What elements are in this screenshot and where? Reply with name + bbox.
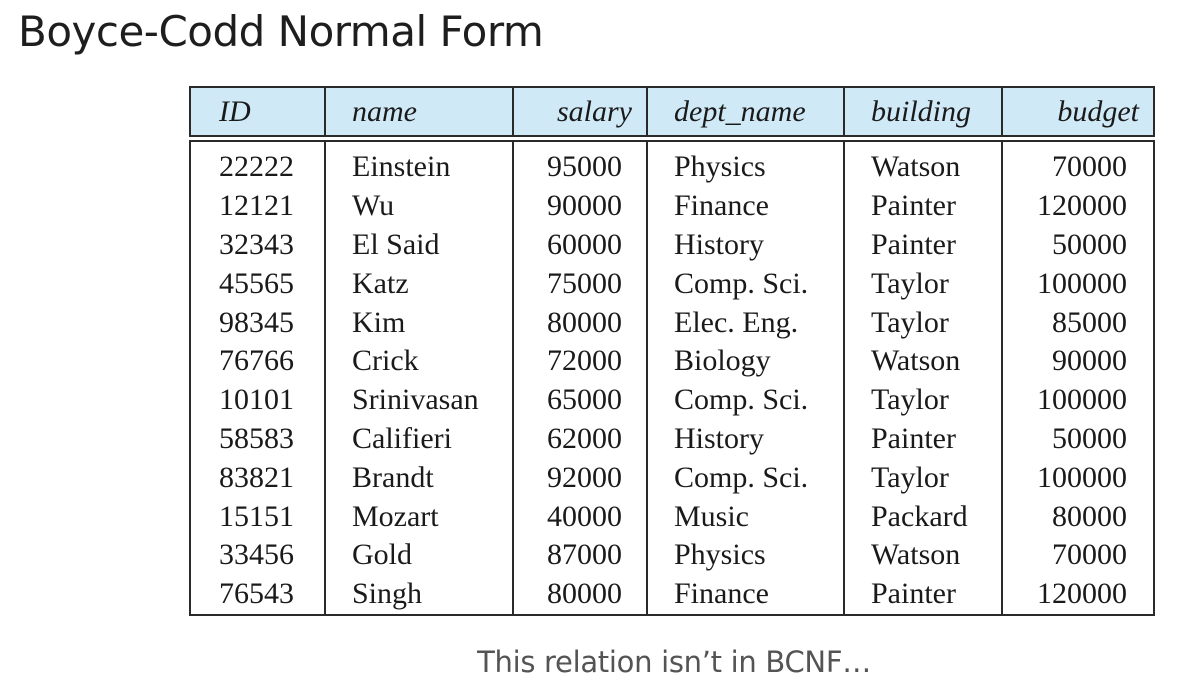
cell-budget: 100000 xyxy=(1002,381,1154,420)
cell-budget: 120000 xyxy=(1002,187,1154,226)
table-row xyxy=(190,264,1154,303)
cell-name: El Said xyxy=(325,226,513,265)
relation-table xyxy=(189,86,1155,616)
table-row xyxy=(190,420,1154,459)
table-row xyxy=(190,187,1154,226)
cell-dept-name: Comp. Sci. xyxy=(647,264,844,303)
cell-salary: 92000 xyxy=(513,458,647,497)
cell-salary: 87000 xyxy=(513,536,647,575)
table-header-row xyxy=(190,87,1154,136)
column-header-salary: salary xyxy=(513,87,647,136)
page-title: Boyce-Codd Normal Form xyxy=(18,7,544,56)
cell-building: Watson xyxy=(844,536,1002,575)
cell-name: Einstein xyxy=(325,141,513,187)
cell-id: 76766 xyxy=(190,342,325,381)
cell-dept-name: Biology xyxy=(647,342,844,381)
cell-salary: 60000 xyxy=(513,226,647,265)
cell-id: 83821 xyxy=(190,458,325,497)
cell-building: Painter xyxy=(844,226,1002,265)
cell-budget: 80000 xyxy=(1002,497,1154,536)
slide-caption: This relation isn’t in BCNF… xyxy=(477,645,871,679)
cell-name: Srinivasan xyxy=(325,381,513,420)
cell-id: 22222 xyxy=(190,141,325,187)
cell-id: 76543 xyxy=(190,575,325,615)
cell-id: 15151 xyxy=(190,497,325,536)
cell-budget: 100000 xyxy=(1002,264,1154,303)
cell-id: 10101 xyxy=(190,381,325,420)
cell-id: 33456 xyxy=(190,536,325,575)
cell-budget: 50000 xyxy=(1002,226,1154,265)
cell-dept-name: History xyxy=(647,420,844,459)
table-row xyxy=(190,575,1154,615)
cell-building: Watson xyxy=(844,141,1002,187)
cell-id: 98345 xyxy=(190,303,325,342)
cell-id: 32343 xyxy=(190,226,325,265)
cell-dept-name: Elec. Eng. xyxy=(647,303,844,342)
cell-name: Wu xyxy=(325,187,513,226)
cell-salary: 80000 xyxy=(513,303,647,342)
table-row xyxy=(190,381,1154,420)
cell-building: Taylor xyxy=(844,381,1002,420)
cell-salary: 75000 xyxy=(513,264,647,303)
cell-name: Crick xyxy=(325,342,513,381)
cell-salary: 40000 xyxy=(513,497,647,536)
cell-id: 58583 xyxy=(190,420,325,459)
table-row xyxy=(190,226,1154,265)
cell-name: Califieri xyxy=(325,420,513,459)
cell-building: Painter xyxy=(844,575,1002,615)
cell-budget: 100000 xyxy=(1002,458,1154,497)
table-row xyxy=(190,497,1154,536)
cell-name: Gold xyxy=(325,536,513,575)
cell-building: Packard xyxy=(844,497,1002,536)
column-header-building: building xyxy=(844,87,1002,136)
cell-building: Taylor xyxy=(844,458,1002,497)
cell-dept-name: Comp. Sci. xyxy=(647,381,844,420)
cell-dept-name: Finance xyxy=(647,575,844,615)
column-header-dept-name: dept_name xyxy=(647,87,844,136)
cell-building: Taylor xyxy=(844,264,1002,303)
cell-budget: 70000 xyxy=(1002,536,1154,575)
cell-name: Singh xyxy=(325,575,513,615)
cell-salary: 90000 xyxy=(513,187,647,226)
cell-dept-name: History xyxy=(647,226,844,265)
table-row xyxy=(190,303,1154,342)
cell-id: 12121 xyxy=(190,187,325,226)
cell-id: 45565 xyxy=(190,264,325,303)
cell-name: Kim xyxy=(325,303,513,342)
column-header-id: ID xyxy=(190,87,325,136)
cell-dept-name: Comp. Sci. xyxy=(647,458,844,497)
cell-name: Mozart xyxy=(325,497,513,536)
cell-budget: 85000 xyxy=(1002,303,1154,342)
table-row xyxy=(190,141,1154,187)
column-header-budget: budget xyxy=(1002,87,1154,136)
cell-dept-name: Finance xyxy=(647,187,844,226)
cell-dept-name: Physics xyxy=(647,536,844,575)
cell-salary: 72000 xyxy=(513,342,647,381)
cell-building: Painter xyxy=(844,420,1002,459)
table-row xyxy=(190,536,1154,575)
cell-budget: 50000 xyxy=(1002,420,1154,459)
cell-name: Brandt xyxy=(325,458,513,497)
cell-salary: 65000 xyxy=(513,381,647,420)
cell-name: Katz xyxy=(325,264,513,303)
cell-building: Watson xyxy=(844,342,1002,381)
cell-salary: 95000 xyxy=(513,141,647,187)
cell-dept-name: Music xyxy=(647,497,844,536)
cell-salary: 62000 xyxy=(513,420,647,459)
cell-building: Painter xyxy=(844,187,1002,226)
cell-budget: 120000 xyxy=(1002,575,1154,615)
cell-salary: 80000 xyxy=(513,575,647,615)
table-row xyxy=(190,458,1154,497)
table-body xyxy=(190,136,1154,615)
column-header-name: name xyxy=(325,87,513,136)
table-row xyxy=(190,342,1154,381)
cell-budget: 70000 xyxy=(1002,141,1154,187)
cell-budget: 90000 xyxy=(1002,342,1154,381)
cell-building: Taylor xyxy=(844,303,1002,342)
cell-dept-name: Physics xyxy=(647,141,844,187)
